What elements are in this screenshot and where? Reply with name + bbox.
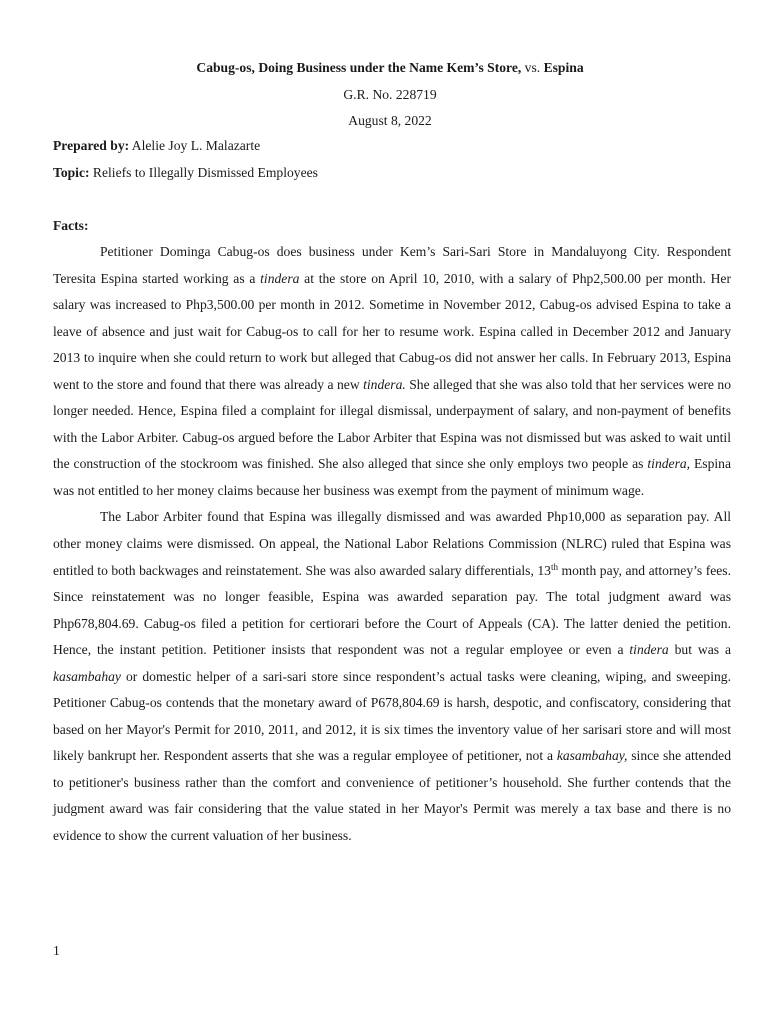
- paragraph-text: The Labor Arbiter found that Espina was illegally dismissed and was awarded Php10,000 as separation pay. All other money claims were dismissed. On appeal, the National Labor Relations Commission (NLRC) ruled that Espina was entitled to both backwages and reinstatement. She was also awarded salary differentials, 13: [53, 509, 731, 578]
- paragraph-text: at the store on April 10, 2010, with a salary of Php2,500.00 per month. Her salary was increased to Php3,500.00 per month in 2012. Sometime in November 2012, Cabug-os advised Espina to take a leave of absence and just wait for Cabug-os to call for her to resume work. Espina called in December 2012 and January 2013 to inquire when she could return to work but alleged that Cabug-os did not answer her calls. In February 2013, Espina went to the store and found that there was already a new: [53, 270, 731, 392]
- meta-block: [53, 132, 713, 186]
- case-title-versus: vs.: [521, 60, 544, 75]
- paragraph-text: but was a: [668, 642, 731, 658]
- italic-term: tindera: [629, 642, 669, 658]
- prepared-by-label: Prepared by:: [53, 138, 130, 153]
- italic-term: kasambahay,: [556, 748, 628, 764]
- case-title-respondent: Espina: [543, 60, 584, 75]
- paragraph-text: or domestic helper of a sari-sari store since respondent’s actual tasks were cleaning, wiping, and sweeping. Petitioner Cabug-os contends that the monetary award of P678,804.69 is harsh, despotic, and confiscatory, considering that based on her Mayor's Permit for 2010, 2011, and 2012, it is six times the inventory value of her sarisari store and will most likely bankrupt her. Respondent asserts that she was a regular employee of petitioner, not a: [53, 668, 731, 764]
- page-number: 1: [53, 943, 60, 958]
- paragraph-text: month pay, and attorney’s fees. Since reinstatement was no longer feasible, Espina was awarded separation pay. The total judgment award was Php678,804.69. Cabug-os filed a petition for certiorari before the Court of Appeals (CA). The latter denied the petition. Hence, the instant petition. Petitioner insists that respondent was not a regular employee or even a: [53, 562, 731, 658]
- paragraph-text: She alleged that she was also told that her services were no longer needed. Hence, Espina filed a complaint for illegal dismissal, underpayment of salary, and non-payment of benefits with the Labor Arbiter. Cabug-os argued before the Labor Arbiter that Espina was not dismissed but was asked to wait until the construction of the stockroom was finished. She also alleged that since she only employs two people as: [53, 376, 731, 472]
- facts-paragraph-2: [53, 504, 731, 849]
- paragraph-text: Espina was not entitled to her money claims because her business was exempt from the payment of minimum wage.: [53, 456, 731, 498]
- italic-term: tindera.: [363, 376, 406, 392]
- facts-body: [53, 239, 731, 850]
- header-block: [0, 55, 768, 135]
- case-title-parties: Cabug-os, Doing Business under the Name Kem’s Store,: [196, 60, 522, 75]
- case-number: G.R. No. 228719: [343, 86, 437, 102]
- paragraph-text: Petitioner Dominga Cabug-os does business under Kem’s Sari-Sari Store in Mandaluyong City. Respondent Teresita Espina started working as a: [53, 244, 731, 286]
- italic-term: tindera: [260, 270, 300, 286]
- italic-term: tindera,: [647, 456, 691, 472]
- paragraph-text: since she attended to petitioner's business rather than the comfort and convenience of petitioner’s household. She further contends that the judgment award was fair considering that the value stated in her Mayor's Permit was merely a tax base and there is no evidence to show the current valuation of her business.: [53, 748, 731, 844]
- italic-term: kasambahay: [53, 668, 121, 684]
- topic-line: [53, 159, 713, 186]
- topic-value: Reliefs to Illegally Dismissed Employees: [89, 165, 318, 180]
- prepared-by-value: Alelie Joy L. Malazarte: [129, 138, 261, 153]
- prepared-by-line: [53, 132, 713, 159]
- case-date: August 8, 2022: [348, 113, 432, 128]
- case-title: [0, 55, 768, 82]
- facts-heading: Facts:: [53, 218, 89, 233]
- topic-label: Topic:: [53, 165, 90, 180]
- facts-paragraph-1: [53, 239, 731, 504]
- ordinal-superscript: th: [550, 561, 558, 572]
